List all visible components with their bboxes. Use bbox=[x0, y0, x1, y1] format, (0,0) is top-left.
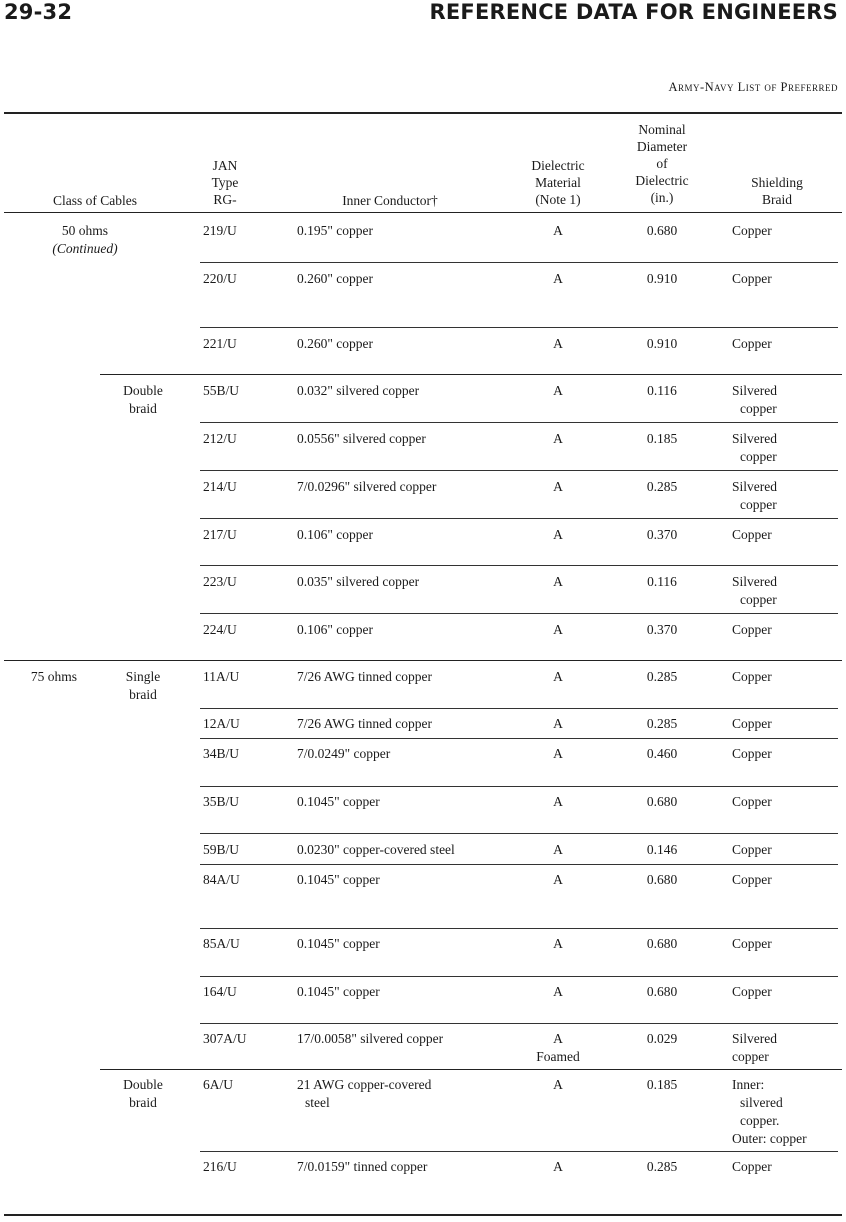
inner-cell: 0.0556" silvered copper bbox=[297, 431, 426, 446]
inner-line: steel bbox=[305, 1095, 330, 1110]
shield-line: Silvered bbox=[732, 574, 777, 589]
rg-cell: 220/U bbox=[203, 271, 237, 286]
rg-cell: 214/U bbox=[203, 479, 237, 494]
diameter-cell: 0.285 bbox=[646, 669, 678, 684]
group-75-ohms: 75 ohms bbox=[30, 669, 78, 684]
col-head-class: Class of Cables bbox=[53, 193, 137, 208]
inner-cell: 0.1045" copper bbox=[297, 936, 380, 951]
shield-line: copper. bbox=[740, 1113, 780, 1128]
shield-cell: Copper bbox=[732, 271, 772, 286]
diameter-cell: 0.285 bbox=[646, 1159, 678, 1174]
rg-cell: 12A/U bbox=[203, 716, 240, 731]
rg-cell: 307A/U bbox=[203, 1031, 247, 1046]
dielectric-cell: A bbox=[553, 336, 563, 351]
dielectric-cell: A bbox=[553, 223, 563, 238]
dielectric-cell: A bbox=[553, 669, 563, 684]
inner-cell: 7/0.0159" tinned copper bbox=[297, 1159, 428, 1174]
page-title: REFERENCE DATA FOR ENGINEERS bbox=[429, 0, 838, 24]
inner-cell: 0.106" copper bbox=[297, 622, 373, 637]
diameter-cell: 0.460 bbox=[646, 746, 678, 761]
group-divider bbox=[100, 1069, 842, 1070]
shield-line: Silvered bbox=[732, 479, 777, 494]
diameter-cell: 0.285 bbox=[646, 716, 678, 731]
inner-cell: 17/0.0058" silvered copper bbox=[297, 1031, 444, 1046]
inner-cell: 0.1045" copper bbox=[297, 984, 380, 999]
shield-cell: Copper bbox=[732, 527, 772, 542]
row-divider bbox=[200, 786, 838, 787]
dielectric-cell: A bbox=[553, 936, 563, 951]
shield-line: copper bbox=[740, 401, 777, 416]
inner-cell: 0.0230" copper-covered steel bbox=[297, 842, 455, 857]
dielectric-cell: A bbox=[553, 574, 563, 589]
shield-line: copper bbox=[732, 1049, 769, 1064]
row-divider bbox=[200, 1151, 838, 1152]
diameter-cell: 0.146 bbox=[646, 842, 678, 857]
shield-line: copper bbox=[740, 497, 777, 512]
group-50-ohms: 50 ohms bbox=[61, 223, 109, 238]
dielectric-cell: A bbox=[553, 794, 563, 809]
row-divider bbox=[200, 833, 838, 834]
dielectric-cell: A bbox=[553, 271, 563, 286]
rg-cell: 224/U bbox=[203, 622, 237, 637]
rg-cell: 84A/U bbox=[203, 872, 240, 887]
diameter-cell: 0.680 bbox=[646, 223, 678, 238]
page-number: 29-32 bbox=[4, 0, 73, 24]
diameter-cell: 0.029 bbox=[646, 1031, 678, 1046]
diameter-cell: 0.680 bbox=[646, 794, 678, 809]
table-bottom-rule bbox=[4, 1214, 842, 1216]
col-head-shield: Shielding Braid bbox=[751, 175, 803, 207]
table-top-rule bbox=[4, 112, 842, 114]
shield-cell: Copper bbox=[732, 984, 772, 999]
diameter-cell: 0.680 bbox=[646, 984, 678, 999]
inner-cell: 0.195" copper bbox=[297, 223, 373, 238]
inner-cell: 7/0.0296" silvered copper bbox=[297, 479, 437, 494]
inner-cell: 0.260" copper bbox=[297, 271, 373, 286]
group-double-braid-75: Double braid bbox=[123, 1077, 163, 1110]
shield-cell: Copper bbox=[732, 842, 772, 857]
diameter-cell: 0.370 bbox=[646, 527, 678, 542]
group-50-continued: (Continued) bbox=[52, 241, 118, 256]
rg-cell: 212/U bbox=[203, 431, 237, 446]
inner-cell: 7/0.0249" copper bbox=[297, 746, 391, 761]
dielectric-cell: A bbox=[553, 984, 563, 999]
diameter-cell: 0.116 bbox=[647, 383, 677, 398]
row-divider bbox=[200, 262, 838, 263]
inner-line: 21 AWG copper-covered bbox=[297, 1077, 432, 1092]
dielectric-cell: A bbox=[553, 842, 563, 857]
rg-cell: 85A/U bbox=[203, 936, 240, 951]
rg-cell: 217/U bbox=[203, 527, 237, 542]
diameter-cell: 0.910 bbox=[646, 336, 678, 351]
shield-cell: Copper bbox=[732, 794, 772, 809]
shield-cell bbox=[732, 573, 836, 609]
rg-cell: 35B/U bbox=[203, 794, 240, 809]
dielectric-cell bbox=[510, 1030, 606, 1066]
row-divider bbox=[200, 470, 838, 471]
diameter-cell: 0.680 bbox=[646, 872, 678, 887]
shield-line: Silvered bbox=[732, 1031, 777, 1046]
shield-cell: Copper bbox=[732, 936, 772, 951]
shield-line: copper bbox=[740, 592, 777, 607]
shield-line: copper bbox=[740, 449, 777, 464]
inner-cell: 0.260" copper bbox=[297, 336, 373, 351]
inner-cell: 0.032" silvered copper bbox=[297, 383, 420, 398]
shield-cell: Copper bbox=[732, 716, 772, 731]
shield-cell bbox=[732, 478, 836, 514]
inner-cell: 7/26 AWG tinned copper bbox=[297, 716, 433, 731]
row-divider bbox=[200, 976, 838, 977]
diameter-cell: 0.185 bbox=[646, 1077, 678, 1092]
dielectric-cell: A bbox=[553, 1159, 563, 1174]
header-bottom-rule bbox=[4, 212, 842, 213]
shield-line: Outer: copper bbox=[732, 1131, 807, 1146]
diameter-cell: 0.910 bbox=[646, 271, 678, 286]
group-divider bbox=[4, 660, 842, 661]
dielectric-cell: A bbox=[553, 622, 563, 637]
row-divider bbox=[200, 613, 838, 614]
dielectric-cell: A bbox=[553, 1077, 563, 1092]
dielectric-cell: A bbox=[553, 479, 563, 494]
inner-cell bbox=[297, 1076, 431, 1112]
rg-cell: 216/U bbox=[203, 1159, 237, 1174]
row-divider bbox=[200, 518, 838, 519]
dielectric-cell: A bbox=[553, 383, 563, 398]
shield-cell: Copper bbox=[732, 1159, 772, 1174]
shield-cell bbox=[732, 430, 836, 466]
col-head-inner: Inner Conductor† bbox=[342, 193, 438, 208]
dielectric-cell: A bbox=[553, 527, 563, 542]
shield-cell: Copper bbox=[732, 336, 772, 351]
inner-cell: 7/26 AWG tinned copper bbox=[297, 669, 433, 684]
row-divider bbox=[200, 327, 838, 328]
inner-cell: 0.1045" copper bbox=[297, 872, 380, 887]
shield-line: silvered bbox=[740, 1095, 783, 1110]
diameter-cell: 0.370 bbox=[646, 622, 678, 637]
shield-line: Inner: bbox=[732, 1077, 765, 1092]
group-double-braid-50: Double braid bbox=[123, 383, 163, 416]
dielectric-line: A bbox=[553, 1031, 563, 1046]
rg-cell: 34B/U bbox=[203, 746, 240, 761]
row-divider bbox=[200, 738, 838, 739]
row-divider bbox=[200, 1023, 838, 1024]
inner-cell: 0.035" silvered copper bbox=[297, 574, 420, 589]
shield-cell: Copper bbox=[732, 622, 772, 637]
diameter-cell: 0.285 bbox=[646, 479, 678, 494]
dielectric-cell: A bbox=[553, 872, 563, 887]
rg-cell: 221/U bbox=[203, 336, 237, 351]
shield-cell: Copper bbox=[732, 872, 772, 887]
rg-cell: 59B/U bbox=[203, 842, 240, 857]
diameter-cell: 0.680 bbox=[646, 936, 678, 951]
dielectric-cell: A bbox=[553, 746, 563, 761]
row-divider bbox=[200, 864, 838, 865]
rg-cell: 223/U bbox=[203, 574, 237, 589]
shield-line: Silvered bbox=[732, 383, 777, 398]
shield-cell: Copper bbox=[732, 746, 772, 761]
rg-cell: 6A/U bbox=[203, 1077, 233, 1092]
row-divider bbox=[200, 928, 838, 929]
group-divider bbox=[100, 374, 842, 375]
shield-cell bbox=[732, 382, 836, 418]
rg-cell: 164/U bbox=[203, 984, 237, 999]
inner-cell: 0.106" copper bbox=[297, 527, 373, 542]
shield-cell: Copper bbox=[732, 223, 772, 238]
diameter-cell: 0.185 bbox=[646, 431, 678, 446]
row-divider bbox=[200, 565, 838, 566]
col-head-diameter: Nominal Diameter of Dielectric (in.) bbox=[635, 122, 689, 205]
row-divider bbox=[200, 422, 838, 423]
rg-cell: 55B/U bbox=[203, 383, 240, 398]
shield-line: Silvered bbox=[732, 431, 777, 446]
dielectric-cell: A bbox=[553, 431, 563, 446]
rg-cell: 11A/U bbox=[203, 669, 240, 684]
rg-cell: 219/U bbox=[203, 223, 237, 238]
row-divider bbox=[200, 708, 838, 709]
dielectric-cell: A bbox=[553, 716, 563, 731]
group-single-braid: Single braid bbox=[125, 669, 161, 702]
dielectric-line: Foamed bbox=[536, 1049, 580, 1064]
diameter-cell: 0.116 bbox=[647, 574, 677, 589]
table-subtitle: Army-Navy List of Preferred bbox=[668, 80, 838, 94]
shield-cell bbox=[732, 1076, 836, 1148]
inner-cell: 0.1045" copper bbox=[297, 794, 380, 809]
col-head-jan: JAN Type RG- bbox=[211, 158, 239, 207]
shield-cell: Copper bbox=[732, 669, 772, 684]
col-head-dielectric: Dielectric Material (Note 1) bbox=[531, 158, 585, 207]
shield-cell bbox=[732, 1030, 836, 1066]
